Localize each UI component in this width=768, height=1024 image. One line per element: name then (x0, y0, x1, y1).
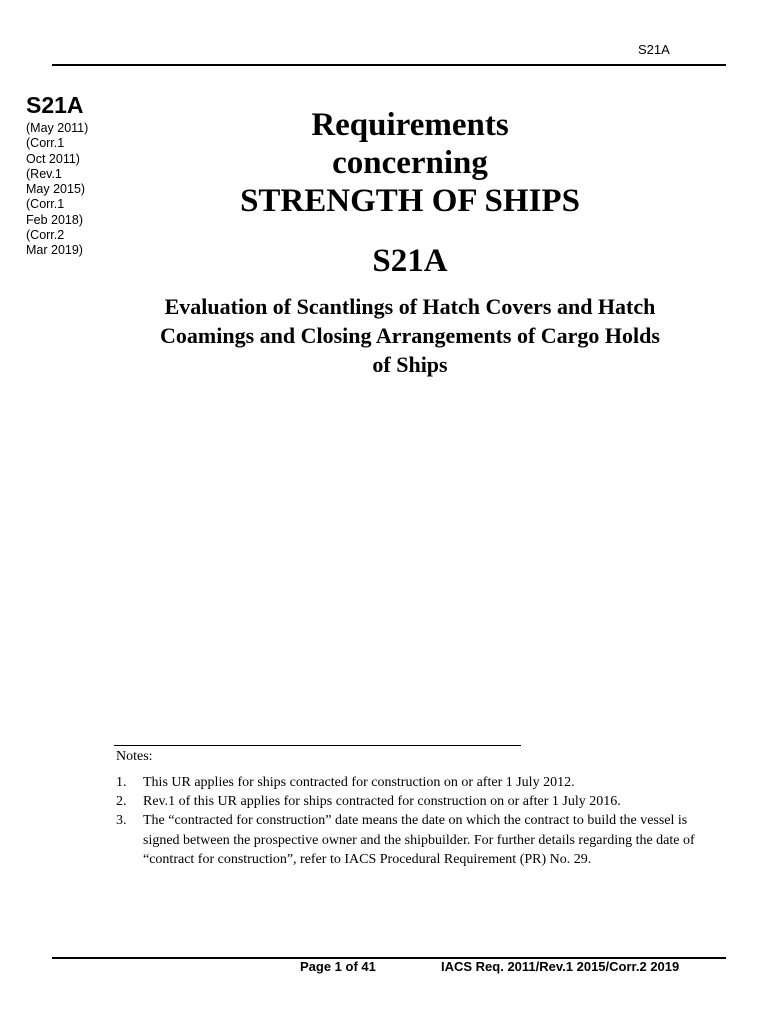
revision-history-line: Feb 2018) (26, 212, 83, 227)
header-divider (52, 64, 726, 66)
title-line-1: Requirements (311, 107, 509, 143)
title-line-2: concerning (332, 145, 488, 181)
note-item (116, 811, 716, 869)
sidebar-document-code: S21A (26, 92, 84, 118)
revision-history-line: May 2015) (26, 182, 86, 197)
document-subtitle (110, 292, 710, 379)
note-text: This UR applies for ships contracted for construction on or after 1 July 2012. (143, 775, 575, 790)
revision-history-line: (Rev.1 (26, 166, 62, 181)
notes-divider (114, 745, 521, 746)
note-number: 3. (116, 813, 127, 829)
note-text: The “contracted for construction” date means the date on which the contract to build the vessel is signed between the prospective owner and the shipbuilder. For further details regarding the date of “contract for construction”, refer to IACS Procedural Requirement (PR) No. 29. (143, 813, 695, 867)
title-document-code: S21A (372, 243, 448, 279)
note-number: 2. (116, 794, 127, 810)
revision-history (26, 121, 116, 259)
revision-history-line: (Corr.2 (26, 228, 65, 243)
note-item (116, 773, 716, 792)
document-title (110, 106, 710, 280)
page-number: Page 1 of 41 (300, 959, 376, 974)
note-text: Rev.1 of this UR applies for ships contracted for construction on or after 1 July 2016. (143, 794, 621, 810)
revision-history-line: (May 2011) (26, 121, 89, 135)
note-number: 1. (116, 775, 127, 790)
revision-history-line: (Corr.1 (26, 197, 65, 212)
subtitle-line-2: Coamings and Closing Arrangements of Cargo Holds (160, 323, 660, 348)
title-line-3: STRENGTH OF SHIPS (240, 183, 580, 219)
subtitle-line-1: Evaluation of Scantlings of Hatch Covers and Hatch (164, 294, 656, 319)
document-reference: IACS Req. 2011/Rev.1 2015/Corr.2 2019 (441, 959, 680, 974)
revision-history-line: (Corr.1 (26, 136, 65, 151)
header-document-code: S21A (638, 42, 670, 57)
revision-history-line: Oct 2011) (26, 151, 80, 166)
notes-list (116, 773, 716, 869)
notes-label: Notes: (116, 749, 153, 764)
subtitle-line-3: of Ships (372, 352, 448, 377)
note-item (116, 792, 716, 811)
revision-history-line: Mar 2019) (26, 243, 83, 258)
